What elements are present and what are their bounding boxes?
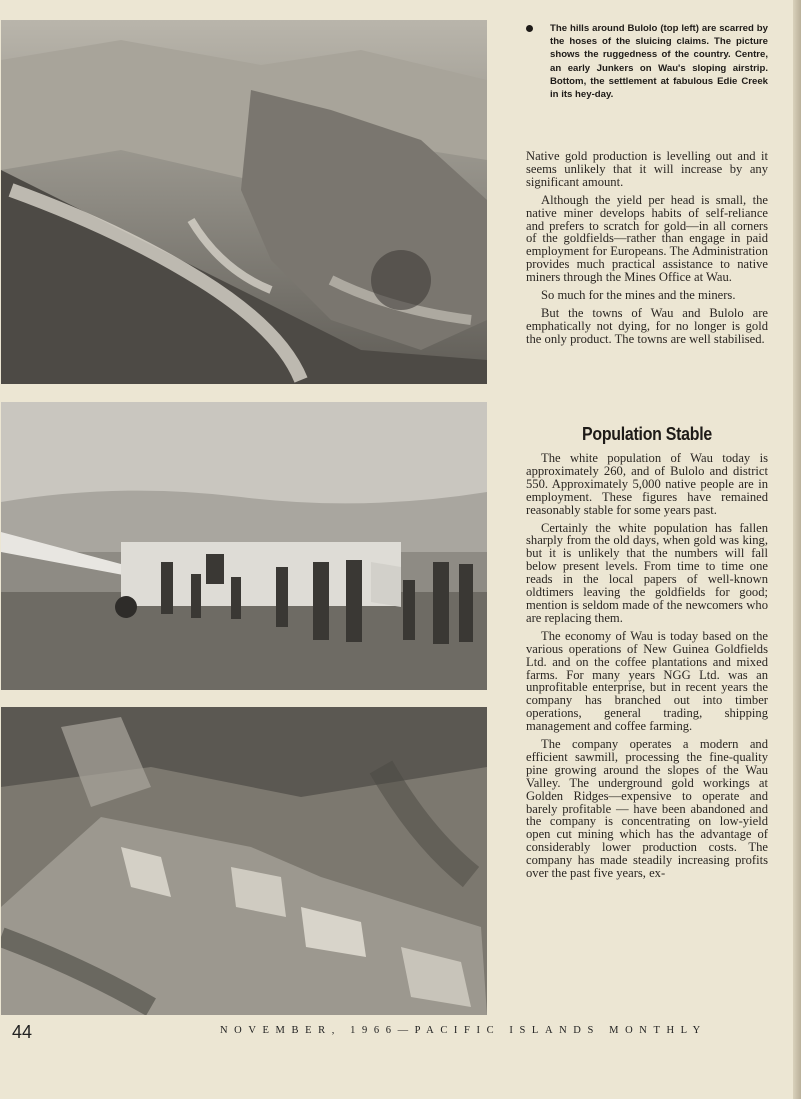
section-heading: Population Stable: [582, 423, 712, 444]
article-paragraph: The company operates a modern and efficient sawmill, processing the fine-quality pine growing around the slopes of the Wau Valley. The underground gold workings at Golden Ridges—expensive to operate and barely profitable — have been abandoned and the company is concentrating on low-yield open cut mining which has the advantage of considerably lower production costs. The company has made steadily increasing profits over the past five years, ex-: [526, 737, 768, 881]
caption-bullet-icon: [526, 25, 533, 32]
page-number: 44: [12, 1022, 33, 1042]
photo-edie-creek-settlement-image: [1, 707, 487, 1015]
page-footer: [0, 1022, 801, 1044]
caption-text: The hills around Bulolo (top left) are scarred by the hoses of the sluicing claims. The picture shows the ruggedness of the country. Centre, an early Junkers on Wau's sloping airstrip. Bottom, the settlement at fabulous Edie Creek in its hey-day.: [550, 23, 768, 101]
footer-masthead: NOVEMBER, 1966—PACIFIC ISLANDS MONTHLY: [220, 1025, 707, 1036]
photo-bulolo-hills-image: [1, 20, 487, 384]
photo-caption: [532, 22, 768, 101]
article-paragraph: The white population of Wau today is approximately 260, and of Bulolo and district 550. Approximately 5,000 native people are in employment. These figures have remained reasonably stable for some years past.: [526, 451, 768, 517]
article-paragraph: So much for the mines and the miners.: [541, 288, 736, 303]
article-column-bottom: [526, 452, 768, 885]
article-paragraph: Native gold production is levelling out and it seems unlikely that it will increase by any significant amount.: [526, 149, 768, 189]
photo-junkers-airstrip: [1, 402, 487, 690]
page-edge-shadow: [793, 0, 801, 1099]
article-paragraph: The economy of Wau is today based on the various operations of New Guinea Goldfields Ltd. and on the coffee plantations and mixed farms. For many years NGG Ltd. was an unprofitable enterprise, but in recent years the company has branched out into timber operations, general trading, shipping management and coffee farming.: [526, 628, 768, 734]
article-paragraph: Certainly the white population has fallen sharply from the old days, when gold was king, but it is unlikely that the numbers will fall below present levels. From time to time one reads in the local papers of well-known oldtimers leaving the goldfields for good; mention is seldom made of the newcomers who are replacing them.: [526, 520, 768, 625]
photo-junkers-airstrip-image: [1, 402, 487, 690]
photo-bulolo-hills: [1, 20, 487, 384]
article-paragraph: But the towns of Wau and Bulolo are emphatically not dying, for no longer is gold the only product. The towns are well stabilised.: [526, 305, 768, 346]
article-column-top: [526, 150, 768, 351]
photo-edie-creek-settlement: [1, 707, 487, 1015]
article-paragraph: Although the yield per head is small, the native miner develops habits of self-reliance and prefers to scratch for gold—in all corners of the goldfields—rather than engage in paid employment for Europeans. The Administration provides much practical assistance to native miners through the Mines Office at Wau.: [526, 192, 768, 285]
